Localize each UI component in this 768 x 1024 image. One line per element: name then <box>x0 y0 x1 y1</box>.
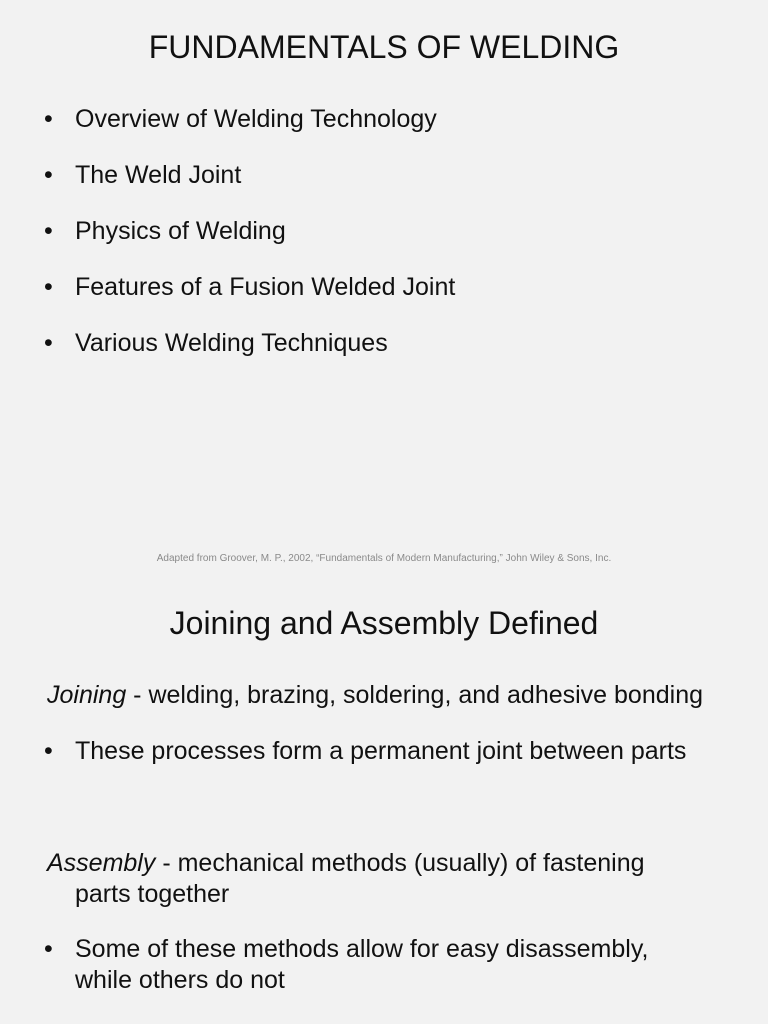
list-item <box>44 160 744 191</box>
list-item-text: Some of these methods allow for easy disassembly, <box>75 935 649 963</box>
list-item <box>44 328 744 359</box>
bullet-icon: • <box>44 161 53 189</box>
assembly-definition-continuation: parts together <box>75 880 230 908</box>
list-item-text: Features of a Fusion Welded Joint <box>75 273 456 301</box>
bullet-icon: • <box>44 737 53 765</box>
list-item <box>44 934 744 996</box>
joining-definition <box>47 680 737 711</box>
list-item-text: These processes form a permanent joint between parts <box>75 737 687 765</box>
assembly-definition <box>47 848 737 910</box>
source-footnote: Adapted from Groover, M. P., 2002, “Fundamentals of Modern Manufacturing,” John Wiley & Sons, Inc. <box>156 553 612 564</box>
list-item <box>44 216 744 247</box>
list-item-text-continuation: while others do not <box>75 966 285 994</box>
list-item-text: Physics of Welding <box>75 217 286 245</box>
slide-title: Joining and Assembly Defined <box>169 605 599 641</box>
bullet-icon: • <box>44 935 53 963</box>
slide-title: FUNDAMENTALS OF WELDING <box>148 29 620 65</box>
list-item <box>44 104 744 135</box>
list-item-text: Overview of Welding Technology <box>75 105 437 133</box>
assembly-definition-text: - mechanical methods (usually) of fastening <box>155 849 645 877</box>
assembly-term: Assembly <box>47 849 156 877</box>
joining-definition-text: - welding, brazing, soldering, and adhesive bonding <box>126 681 704 709</box>
bullet-icon: • <box>44 329 53 357</box>
list-item-text: Various Welding Techniques <box>75 329 388 357</box>
joining-term: Joining <box>47 681 127 709</box>
list-item <box>44 736 744 767</box>
slide-joining-and-assembly <box>0 580 768 1024</box>
bullet-icon: • <box>44 105 53 133</box>
list-item-text: The Weld Joint <box>75 161 242 189</box>
bullet-icon: • <box>44 273 53 301</box>
bullet-icon: • <box>44 217 53 245</box>
list-item <box>44 272 744 303</box>
